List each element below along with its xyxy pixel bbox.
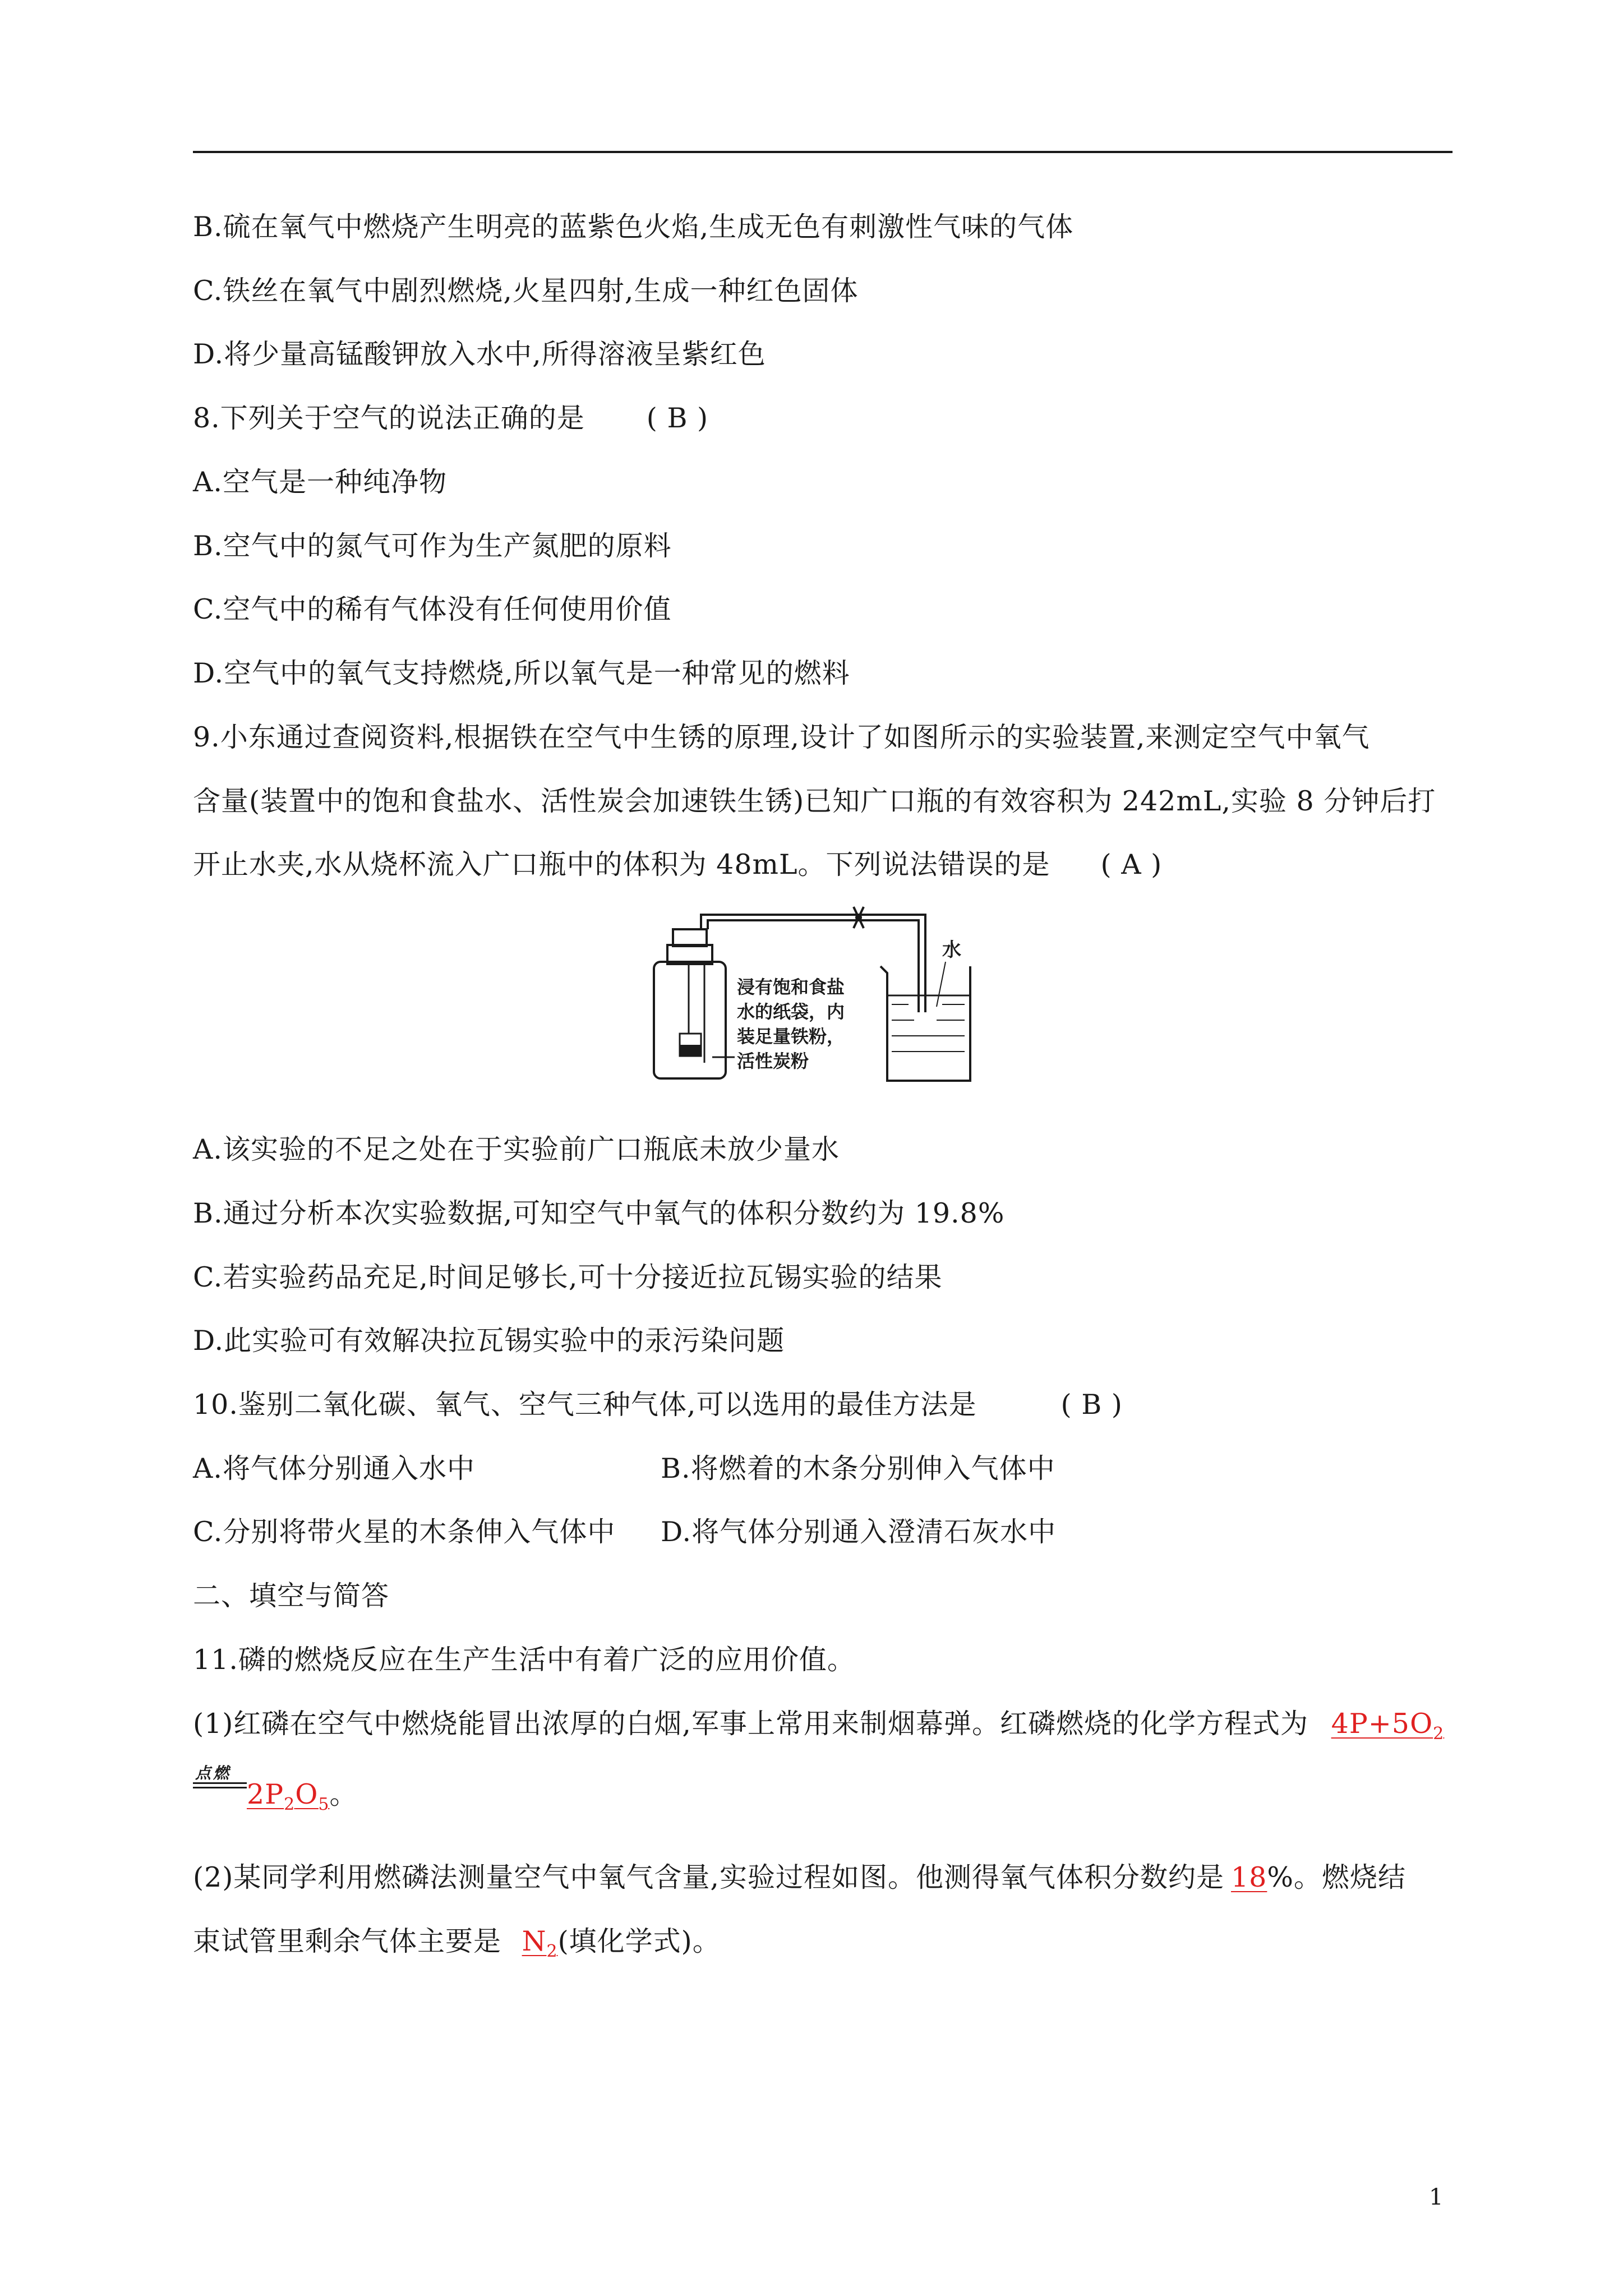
q7-option-b: B.硫在氧气中燃烧产生明亮的蓝紫色火焰,生成无色有刺激性气味的气体 [193, 211, 1074, 243]
question-9-line-2: 含量(装置中的饱和食盐水、活性炭会加速铁生锈)已知广口瓶的有效容积为 242mL,实验 8 分钟后打 [193, 785, 1436, 817]
q8-option-c: C.空气中的稀有气体没有任何使用价值 [193, 593, 672, 625]
clamp-pivot [855, 914, 862, 921]
q11-2-blank-1: 18 [1231, 1861, 1267, 1893]
q11-1-reactants-sub: 2 [1433, 1723, 1445, 1744]
rust-experiment-diagram [645, 900, 993, 1108]
question-10 [193, 1388, 1123, 1422]
q11-1-reactants: 4P+5O [1331, 1708, 1433, 1740]
q8-option-a: A.空气是一种纯净物 [193, 466, 447, 498]
q11-1-blank-a [1331, 1708, 1445, 1744]
question-9-line-3 [193, 848, 1162, 882]
q10-option-d: D.将气体分别通入澄清石灰水中 [661, 1516, 1057, 1548]
q11-1-product-p-sub: 2 [284, 1794, 296, 1814]
q8-option-d: D.空气中的氧气支持燃烧,所以氧气是一种常见的燃料 [193, 657, 850, 689]
q11-2-text-a: (2)某同学利用燃磷法测量空气中氧气含量,实验过程如图。他测得氧气体积分数约是 [193, 1861, 1224, 1893]
question-11-part-1-cont [193, 1778, 358, 1822]
question-10-answer: ( B ) [1061, 1389, 1123, 1421]
bag-label-line-1: 浸有饱和食盐 [737, 976, 845, 998]
header-rule [193, 151, 1453, 153]
bag-label-line-4: 活性炭粉 [737, 1050, 809, 1072]
question-10-stem: 10.鉴别二氧化碳、氧气、空气三种气体,可以选用的最佳方法是 [193, 1389, 977, 1421]
q11-1-product-o: O [295, 1778, 319, 1810]
q11-2-blank-2 [522, 1925, 558, 1961]
question-8 [193, 402, 708, 435]
reaction-condition: 点燃 [195, 1764, 232, 1782]
q11-1-product-o-sub: 5 [318, 1794, 330, 1814]
q11-1-end: 。 [329, 1778, 358, 1810]
question-9-stem-end: 开止水夹,水从烧杯流入广口瓶中的体积为 48mL。下列说法错误的是 [193, 849, 1050, 880]
q11-2-text-c: 束试管里剩余气体主要是 [193, 1925, 502, 1957]
q8-option-b: B.空气中的氮气可作为生产氮肥的原料 [193, 530, 672, 562]
q10-option-a: A.将气体分别通入水中 [193, 1453, 475, 1484]
section-2-heading: 二、填空与简答 [193, 1580, 390, 1612]
question-9-answer: ( A ) [1100, 849, 1163, 880]
q11-1-product-p: 2P [247, 1778, 284, 1810]
page-number: 1 [1429, 2184, 1444, 2210]
q7-option-d: D.将少量高锰酸钾放入水中,所得溶液呈紫红色 [193, 338, 766, 370]
question-11-part-1 [193, 1707, 1444, 1751]
q11-2-text-d: (填化学式)。 [557, 1925, 721, 1957]
question-8-stem: 8.下列关于空气的说法正确的是 [193, 402, 585, 434]
question-11-part-2-cont [193, 1925, 721, 1968]
q9-option-a: A.该实验的不足之处在于实验前广口瓶底未放少量水 [193, 1133, 840, 1165]
iron-powder [680, 1045, 701, 1056]
question-11-part-2 [193, 1861, 1406, 1894]
q7-option-c: C.铁丝在氧气中剧烈燃烧,火星四射,生成一种红色固体 [193, 275, 859, 307]
question-8-answer: ( B ) [646, 402, 709, 434]
q11-2-formula-sub: 2 [546, 1941, 558, 1961]
q9-option-b: B.通过分析本次实验数据,可知空气中氧气的体积分数约为 19.8% [193, 1197, 1005, 1229]
question-11: 11.磷的燃烧反应在生产生活中有着广泛的应用价值。 [193, 1644, 855, 1676]
q10-option-c: C.分别将带火星的木条伸入气体中 [193, 1516, 616, 1548]
water-label: 水 [942, 939, 961, 961]
q11-2-text-b: %。燃烧结 [1267, 1861, 1406, 1893]
bag-label-line-2: 水的纸袋，内 [737, 1001, 845, 1022]
q9-option-d: D.此实验可有效解决拉瓦锡实验中的汞污染问题 [193, 1325, 785, 1357]
stopper-cap [673, 929, 707, 946]
q11-2-formula: N [522, 1925, 547, 1957]
q9-option-c: C.若实验药品充足,时间足够长,可十分接近拉瓦锡实验的结果 [193, 1261, 943, 1293]
wide-mouth-bottle [654, 962, 726, 1078]
q11-1-text: (1)红磷在空气中燃烧能冒出浓厚的白烟,军事上常用来制烟幕弹。红磷燃烧的化学方程式为 [193, 1708, 1308, 1740]
question-9-line-1: 9.小东通过查阅资料,根据铁在空气中生锈的原理,设计了如图所示的实验装置,来测定空气中氧气 [193, 721, 1370, 753]
water-pointer-line [937, 962, 946, 1007]
bag-label-line-3: 装足量铁粉， [737, 1026, 845, 1047]
q11-1-blank-b [247, 1778, 330, 1814]
q10-option-b: B.将燃着的木条分别伸入气体中 [661, 1453, 1055, 1484]
